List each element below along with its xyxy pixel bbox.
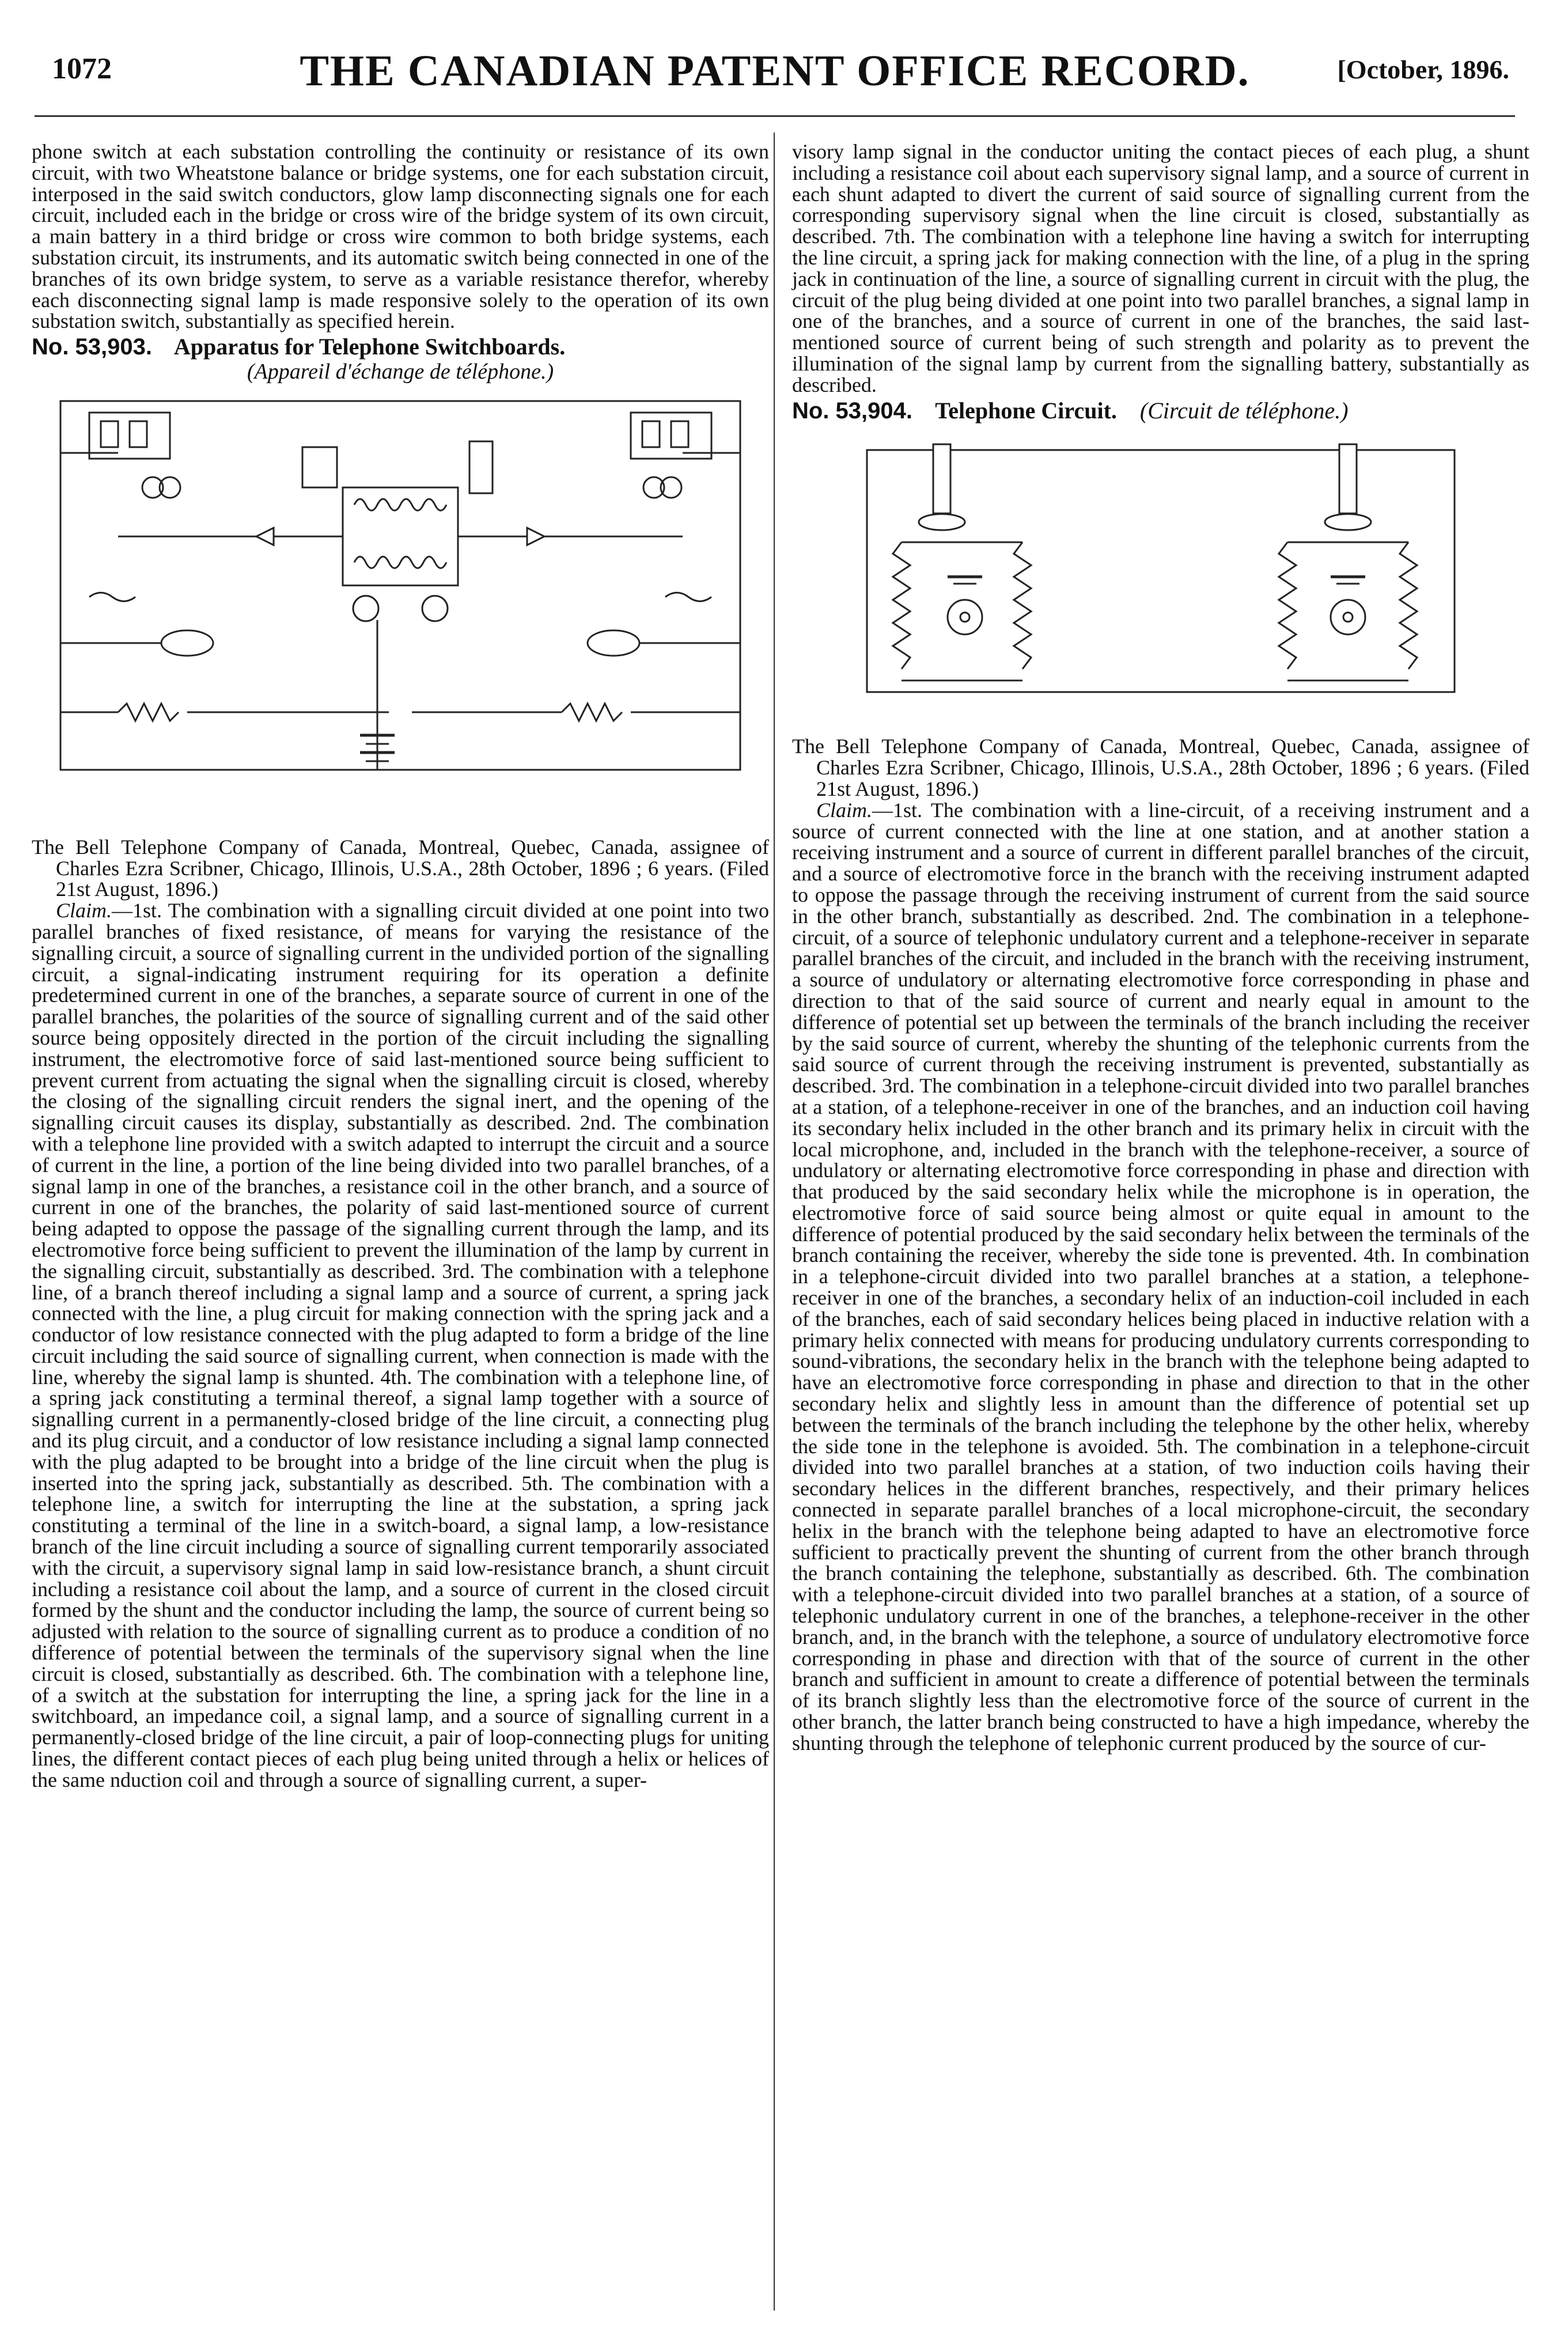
claim-label: Claim. (816, 798, 873, 822)
issue-date: [October, 1896. (1337, 55, 1509, 84)
patent-assignee: The Bell Telephone Company of Canada, Montreal, Quebec, Canada, assignee of Charles Ezra Scribner, Chicago, Illinois, U.S.A., 28th October, 1896 ; 6 years. (Filed 21st August, 1896.) (792, 735, 1529, 800)
patent-claims (792, 800, 1529, 1754)
column-divider (774, 133, 775, 2311)
patent-french-title: (Appareil d'échange de téléphone.) (247, 359, 554, 384)
header-rule (35, 115, 1515, 117)
patent-title: Apparatus for Telephone Switchboards. (173, 334, 566, 360)
patent-entry-heading (32, 334, 769, 360)
continuation-paragraph: visory lamp signal in the conductor uniting the contact pieces of each plug, a shunt including a resistance coil about each supervisory signal lamp, and a source of current in each shunt adapted to divert the current of said source of signalling current from the corresponding supervisory signal when the line circuit is closed, substantially as described. 7th. The combination with a telephone line having a switch for interrupting the line circuit, a spring jack for making connection with the line, of a plug in the spring jack in continuation of the line, a source of signalling current in circuit with the plug, the circuit of the plug being divided at one point into two parallel branches, a signal lamp in one of the branches, and a source of current in one of the branches, the said last-mentioned source of current being of such strength and polarity as to prevent the illumination of the signal lamp by current from the signalling battery, substantially as described. (792, 140, 1529, 396)
telephone-circuit-figure (850, 427, 1472, 727)
claim-text: —1st. The combination with a signalling circuit divided at one point into two parallel branches of fixed resistance, of means for varying the resistance of the signalling circuit, a source of signalling current in the undivided portion of the signalling circuit, a signal-indicating instrument requiring for its operation a definite predetermined current in one of the branches, a separate source of current in one of the parallel branches, the polarities of the source of signalling current and of the said other source being oppositely directed in the portion of the circuit including the signalling instrument, the electromotive force of said last-mentioned source being sufficient to prevent current from actuating the signal when the signalling circuit is closed, whereby the closing of the signalling circuit renders the signal inert, and the opening of the signalling circuit causes its display, substantially as described. 2nd. The combination with a telephone line provided with a switch adapted to interrupt the circuit and a source of current in the line, a portion of the line being divided into two parallel branches, of a signal lamp in one of the branches, a resistance coil in the other branch, and a source of current in one of the branches, the polarity of said last-mentioned source of current being adapted to oppose the passage of the signalling current through the lamp, and its electromotive force being sufficient to prevent the illumination of the lamp by current in the signalling circuit, substantially as described. 3rd. The combination with a telephone line, of a branch thereof including a signal lamp and a source of current, a spring jack connected with the line, a plug circuit for making connection with the spring jack and a conductor of low resistance connected with the plug adapted to form a bridge of the line circuit including the said source of signalling current, when connection is made with the line, whereby the signal lamp is shunted. 4th. The combination with a telephone line, of a spring jack constituting a terminal thereof, a signal lamp together with a source of signalling current in a permanently-closed bridge of the line circuit, a connecting plug and its plug circuit, and a conductor of low resistance including a signal lamp connected with the plug adapted to be brought into a bridge of the line circuit when the plug is inserted into the spring jack, substantially as described. 5th. The combination with a telephone line, a switch for interrupting the line at the substation, a spring jack constituting a terminal of the line in a switch-board, a signal lamp, a low-resistance branch of the line circuit including a source of signalling current temporarily associated with the circuit, a supervisory signal lamp in said low-resistance branch, a shunt circuit including a resistance coil about the lamp, and a source of current in the closed circuit formed by the shunt and the conductor including the lamp, the source of current being so adjusted with relation to the source of signalling current as to produce a condition of no difference of potential between the terminals of the supervisory signal when the line circuit is closed, substantially as described. 6th. The combination with a telephone line, of a switch at the substation for interrupting the line, a spring jack for the line in a switchboard, an impedance coil, a signal lamp, and a source of signalling current in a permanently-closed bridge of the line circuit, a pair of loop-connecting plugs for uniting lines, the different contact pieces of each plug being united through a helix or helices of the same nduction coil and through a source of signalling current, a super- (32, 899, 769, 1791)
page-header (35, 46, 1515, 109)
page-number: 1072 (52, 52, 112, 85)
switchboard-circuit-figure (43, 390, 758, 827)
patent-assignee: The Bell Telephone Company of Canada, Montreal, Quebec, Canada, assignee of Charles Ezra Scribner, Chicago, Illinois, U.S.A., 28th October, 1896 ; 6 years. (Filed 21st August, 1896.) (32, 835, 769, 901)
patent-entry-heading (792, 397, 1529, 424)
patent-title: Telephone Circuit. (935, 397, 1117, 424)
claim-label: Claim. (56, 899, 112, 923)
continuation-paragraph: phone switch at each substation controlling the continuity or resistance of its own circuit, with two Wheatstone balance or bridge systems, one for each substation circuit, interposed in the said switch conductors, glow lamp disconnecting signals one for each circuit, included each in the bridge or cross wire of the bridge system of its own circuit, a main battery in a third bridge or cross wire common to both bridge systems, each substation circuit, its instruments, and its automatic switch being connected in one of the branches of its own bridge system, to serve as a variable resistance therefor, whereby each disconnecting signal lamp is made responsive solely to the operation of its own substation switch, substantially as specified herein. (32, 140, 769, 333)
patent-french-title: (Circuit de téléphone.) (1139, 397, 1349, 424)
claim-text: —1st. The combination with a line-circuit, of a receiving instrument and a source of current connected with the line at one station, and at another station a receiving instrument and a source of current in different parallel branches of the circuit, and a source of electromotive force in the branch with the receiving instrument adapted to oppose the passage through the receiving instrument of current from the said source in the other branch, substantially as described. 2nd. The combination in a telephone-circuit, of a source of telephonic undulatory current and a telephone-receiver in separate parallel branches of the circuit, and included in the branch with the receiving instrument, a source of undulatory or alternating electromotive force corresponding in phase and direction to that of the said source of current and nearly equal in amount to the difference of potential set up between the terminals of the branch including the receiver by the said source of current, whereby the shunting of the telephonic currents from the said source of current through the receiving instrument is prevented, substantially as described. 3rd. The combination in a telephone-circuit divided into two parallel branches at a station, of a telephone-receiver in one of the branches, and an induction coil having its secondary helix included in the other branch and its primary helix in circuit with the local microphone, and, included in the branch with the telephone-receiver, a source of undulatory or alternating electromotive force corresponding in phase and direction with that produced by the said secondary helix while the microphone is in operation, the electromotive force of said source being almost or quite equal in amount to the difference of potential produced by the said secondary helix between the terminals of the branch containing the receiver, whereby the side tone is prevented. 4th. In combination in a telephone-circuit divided into two parallel branches at a station, a telephone-receiver in one of the branches, a secondary helix of an induction-coil included in each of the branches, each of said secondary helices being placed in inductive relation with a primary helix connected with means for producing undulatory currents corresponding to sound-vibrations, the secondary helix in the branch with the telephone being adapted to have an electromotive force corresponding in phase and direction to that in the other secondary helix and slightly less in amount than the difference of potential set up between the terminals of the branch including the telephone by the other helix, whereby the side tone in the telephone is avoided. 5th. The combination in a telephone-circuit divided into two parallel branches at a station, of two induction coils having their secondary helices in the different branches, respectively, and their primary helices connected in separate parallel branches of a local microphone-circuit, the secondary helix in the branch with the telephone being adapted to have an electromotive force sufficient to practically prevent the shunting of current from the other branch through the branch containing the telephone, substantially as described. 6th. The combination with a telephone-circuit divided into two parallel branches at a station, of a source of telephonic undulatory current in one of the branches, a telephone-receiver in the other branch, and, in the branch with the telephone, a source of undulatory electromotive force corresponding in phase and direction with that of the source of current in the other branch and sufficient in amount to create a difference of potential between the terminals of its branch slightly less than the electromotive force of the source of current in the other branch, the latter branch being constructed to have a high impedance, whereby the shunting through the telephone of telephonic current produced by the source of cur- (792, 798, 1529, 1755)
patent-number: No. 53,903. (32, 334, 153, 360)
right-column (792, 141, 1529, 1754)
left-column (32, 141, 769, 1791)
patent-claims (32, 900, 769, 1790)
journal-title: THE CANADIAN PATENT OFFICE RECORD. (300, 47, 1250, 95)
patent-number: No. 53,904. (792, 398, 913, 424)
